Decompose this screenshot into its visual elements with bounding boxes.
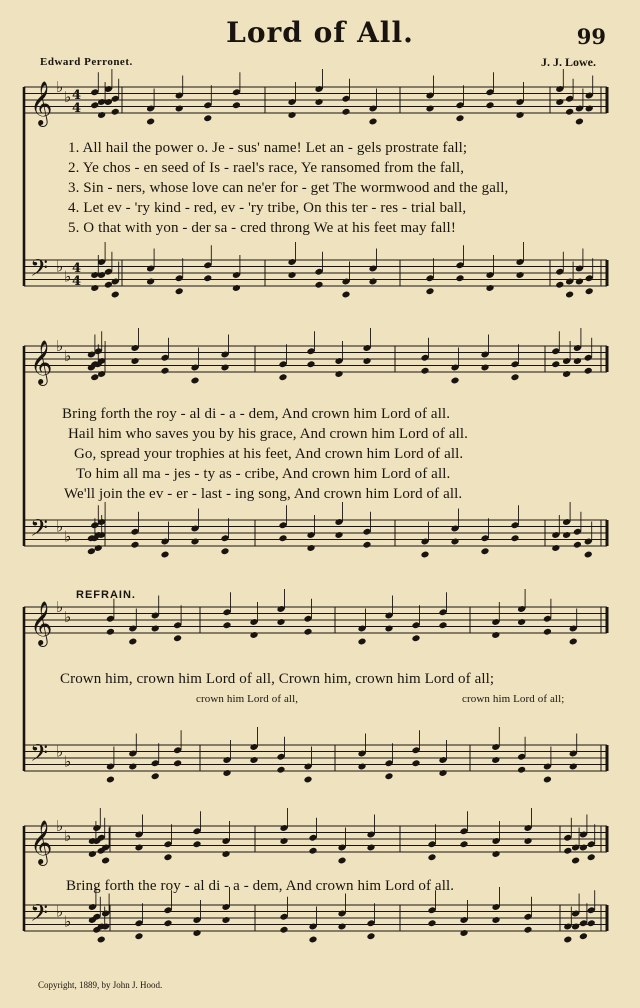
note-head [303, 776, 312, 784]
note-head [438, 769, 447, 777]
note-head [569, 763, 578, 771]
note-head [573, 357, 582, 365]
note-head [510, 373, 519, 381]
note-head [480, 547, 489, 555]
note-head [459, 929, 468, 937]
note-head [163, 853, 172, 861]
note-head [249, 756, 258, 764]
author-credit: Edward Perronet. [40, 56, 133, 68]
hymn-number: 99 [576, 24, 606, 49]
flat-icon: ♭ [64, 607, 72, 626]
note-head [203, 114, 212, 122]
note-head [106, 776, 115, 784]
note-head [220, 364, 229, 372]
note-head [517, 766, 526, 774]
note-head [555, 281, 564, 289]
note-head [203, 274, 212, 282]
note-head [515, 271, 524, 279]
note-head [368, 278, 377, 286]
bass-clef-icon: 𝄢 [30, 739, 49, 772]
verse-5-line-1: 5. O that with yon - der sa - cred throng We at his feet may fall! [68, 220, 456, 236]
note-head [173, 634, 182, 642]
note-head [90, 284, 99, 292]
note-head [579, 844, 588, 852]
flat-icon: ♭ [56, 742, 64, 761]
note-head [314, 281, 323, 289]
note-head [88, 850, 97, 858]
note-head [173, 759, 182, 767]
note-head [515, 111, 524, 119]
note-head [111, 108, 120, 116]
note-head [368, 118, 377, 126]
verse-5-line-2: We'll join the ev - er - last - ing song, And crown him Lord of all. [64, 486, 463, 502]
flat-icon: ♭ [64, 826, 72, 845]
note-head [130, 541, 139, 549]
note-head [543, 776, 552, 784]
note-head [192, 840, 201, 848]
note-head [334, 531, 343, 539]
note-head [587, 919, 596, 927]
bass-clef-icon: 𝄢 [30, 254, 49, 287]
note-head [134, 844, 143, 852]
note-head [366, 932, 375, 940]
note-head [563, 847, 572, 855]
note-head [562, 370, 571, 378]
note-head [362, 541, 371, 549]
note-head [565, 108, 574, 116]
refrain-echo-2: crown him Lord of all; [462, 693, 565, 705]
note-head [232, 101, 241, 109]
note-head [220, 547, 229, 555]
bass-clef-icon: 𝄢 [30, 899, 49, 932]
note-head [146, 278, 155, 286]
note-head [278, 534, 287, 542]
verse-1-line-1: 1. All hail the power o. Je - sus' name! Let an - gels prostrate fall; [68, 140, 468, 156]
time-signature: 4 [72, 101, 82, 116]
refrain-line-1: Crown him, crown him Lord of all, Crown him, crown him Lord of all; [60, 671, 495, 687]
note-head [357, 763, 366, 771]
flat-icon: ♭ [64, 912, 72, 931]
note-head [287, 271, 296, 279]
flat-icon: ♭ [64, 527, 72, 546]
note-head [427, 853, 436, 861]
note-head [384, 772, 393, 780]
time-signature: 4 [72, 88, 82, 103]
note-head [587, 853, 596, 861]
note-head [366, 844, 375, 852]
note-head [341, 108, 350, 116]
note-head [575, 278, 584, 286]
note-head [523, 837, 532, 845]
refrain-echo-1: crown him Lord of all, [196, 693, 299, 705]
note-head [190, 538, 199, 546]
note-head [337, 857, 346, 865]
note-head [163, 919, 172, 927]
note-head [565, 291, 574, 299]
verse-2-line-2: Hail him who saves you by his grace, And crown him Lord of all. [68, 426, 468, 442]
note-head [555, 98, 564, 106]
treble-clef-icon: 𝄞 [30, 340, 53, 384]
note-head [523, 926, 532, 934]
verse-1-line-2: Bring forth the roy - al di - a - dem, And crown him Lord of all. [62, 406, 451, 422]
note-head [175, 105, 184, 113]
note-head [573, 541, 582, 549]
note-head [455, 274, 464, 282]
flat-icon: ♭ [64, 752, 72, 771]
note-head [175, 287, 184, 295]
flat-icon: ♭ [64, 346, 72, 365]
note-head [192, 929, 201, 937]
hymn-title: Lord of All. [226, 16, 414, 49]
note-head [384, 625, 393, 633]
note-head [450, 538, 459, 546]
note-head [543, 628, 552, 636]
note-head [450, 377, 459, 385]
note-head [97, 936, 106, 944]
note-head [584, 367, 593, 375]
note-head [491, 631, 500, 639]
note-head [571, 857, 580, 865]
note-head [575, 118, 584, 126]
note-head [130, 357, 139, 365]
note-head [160, 367, 169, 375]
note-head [306, 360, 315, 368]
treble-clef-icon: 𝄞 [30, 820, 53, 864]
note-head [146, 118, 155, 126]
note-head [517, 618, 526, 626]
bass-clef-icon: 𝄢 [30, 514, 49, 547]
flat-icon: ♭ [56, 337, 64, 355]
note-head [278, 373, 287, 381]
note-head [562, 531, 571, 539]
note-head [276, 766, 285, 774]
note-head [128, 763, 137, 771]
note-head [420, 551, 429, 559]
verse-2-line-1: 2. Ye chos - en seed of Is - rael's race, Ye ransomed from the fall, [68, 160, 465, 176]
note-head [551, 360, 560, 368]
verse-4-line-1: 4. Let ev - 'ry kind - red, ev - 'ry tribe, On this ter - res - trial ball, [68, 200, 467, 216]
flat-icon: ♭ [64, 267, 72, 286]
flat-icon: ♭ [56, 517, 64, 536]
note-head [585, 105, 594, 113]
note-head [308, 936, 317, 944]
note-head [308, 847, 317, 855]
note-head [480, 364, 489, 372]
note-head [411, 759, 420, 767]
time-signature: 4 [72, 261, 82, 276]
note-head [314, 98, 323, 106]
note-head [306, 544, 315, 552]
note-head [276, 618, 285, 626]
note-head [232, 284, 241, 292]
note-head [287, 111, 296, 119]
note-head [455, 114, 464, 122]
note-head [584, 551, 593, 559]
note-head [337, 923, 346, 931]
note-head [151, 625, 160, 633]
note-head [341, 291, 350, 299]
note-head [190, 377, 199, 385]
note-head [222, 769, 231, 777]
flat-icon: ♭ [56, 902, 64, 921]
note-head [579, 932, 588, 940]
note-head [571, 923, 580, 931]
note-head [134, 932, 143, 940]
note-head [222, 621, 231, 629]
note-head [491, 850, 500, 858]
note-head [459, 840, 468, 848]
note-head [303, 628, 312, 636]
note-head [438, 621, 447, 629]
verse-3-line-2: Go, spread your trophies at his feet, And crown him Lord of all. [74, 446, 464, 462]
note-head [279, 926, 288, 934]
note-head [106, 628, 115, 636]
copyright-notice: Copyright, 1889, by John J. Hood. [38, 980, 163, 990]
note-head [510, 534, 519, 542]
treble-clef-icon: 𝄞 [30, 81, 53, 125]
note-head [551, 544, 560, 552]
time-signature: 4 [72, 274, 82, 289]
verse-4-line-2: To him all ma - jes - ty as - cribe, And crown him Lord of all. [76, 466, 451, 482]
note-head [334, 370, 343, 378]
note-head [357, 638, 366, 646]
flat-icon: ♭ [56, 817, 64, 835]
note-head [221, 850, 230, 858]
note-head [491, 756, 500, 764]
note-head [427, 919, 436, 927]
note-head [425, 287, 434, 295]
note-head [425, 105, 434, 113]
note-head [585, 287, 594, 295]
flat-icon: ♭ [56, 257, 64, 276]
note-head [160, 551, 169, 559]
note-head [569, 638, 578, 646]
note-head [491, 916, 500, 924]
note-head [485, 101, 494, 109]
note-head [249, 631, 258, 639]
note-head [563, 936, 572, 944]
note-head [128, 638, 137, 646]
note-head [279, 837, 288, 845]
note-head [485, 284, 494, 292]
flat-icon: ♭ [56, 598, 64, 616]
refrain-line-2: Bring forth the roy - al di - a - dem, And crown him Lord of all. [66, 878, 455, 894]
note-head [411, 634, 420, 642]
note-head [221, 916, 230, 924]
flat-icon: ♭ [56, 78, 64, 96]
refrain-label: REFRAIN. [76, 589, 136, 601]
note-head [101, 857, 110, 865]
composer-credit: J. J. Lowe. [541, 55, 596, 69]
note-head [97, 111, 106, 119]
note-head [420, 367, 429, 375]
treble-clef-icon: 𝄞 [30, 601, 53, 645]
note-head [151, 772, 160, 780]
note-head [362, 357, 371, 365]
verse-3-line-1: 3. Sin - ners, whose love can ne'er for - get The wormwood and the gall, [68, 180, 509, 196]
note-head [111, 291, 120, 299]
flat-icon: ♭ [64, 87, 72, 106]
